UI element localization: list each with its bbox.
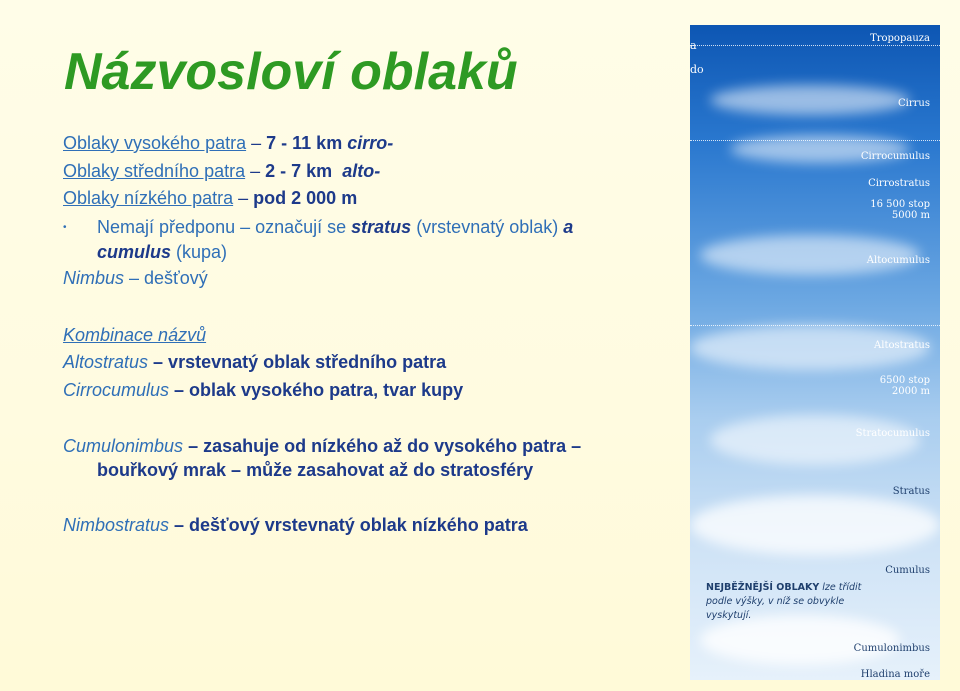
level-high-name: Oblaky vysokého patra xyxy=(63,133,247,153)
label-16500-stop: 16 500 stop xyxy=(870,199,930,210)
level-high: Oblaky vysokého patra – 7 - 11 km cirro- xyxy=(63,133,394,153)
combo-cirrocumulus: Cirrocumulus – oblak vysokého patra, tvar kupy xyxy=(63,380,464,400)
cumulonimbus-line-2: bouřkový mrak – může zasahovat až do stratosféry xyxy=(97,460,534,480)
label-cirrocumulus: Cirrocumulus xyxy=(860,151,930,162)
label-cirrostratus: Cirrostratus xyxy=(868,178,930,189)
term-stratus: stratus xyxy=(351,217,412,237)
label-cirrus: Cirrus xyxy=(898,98,930,109)
cloud-shape xyxy=(710,85,910,115)
level-mid: Oblaky středního patra – 2 - 7 km alto- xyxy=(63,161,381,181)
bullet-marker: • xyxy=(63,222,67,233)
cloud-chart-image xyxy=(690,25,940,680)
label-2000-m: 2000 m xyxy=(891,386,930,397)
cloud-shape xyxy=(690,495,940,555)
bullet-line-2: cumulus (kupa) xyxy=(97,242,228,262)
cloud-note: NEJBĚŽNĚJŠÍ OBLAKY lze třídit podle výšky, v níž se obvykle vyskytují. xyxy=(706,582,862,621)
level-high-range: 7 - 11 km xyxy=(266,133,343,153)
label-tropopauza: Tropopauza xyxy=(870,33,930,44)
combo-heading: Kombinace názvů xyxy=(63,325,207,345)
combo-altostratus: Altostratus – vrstevnatý oblak středního patra xyxy=(63,352,447,372)
label-altostratus: Altostratus xyxy=(874,340,930,351)
label-stratocumulus: Stratocumulus xyxy=(855,428,930,439)
level-tick xyxy=(690,140,940,141)
level-low-range: pod 2 000 m xyxy=(253,188,358,208)
label-cumulus: Cumulus xyxy=(885,565,930,576)
term-cumulus: cumulus xyxy=(97,242,172,262)
term-nimbus: Nimbus xyxy=(63,268,125,288)
nimbostratus-line: Nimbostratus – dešťový vrstevnatý oblak nízkého patra xyxy=(63,515,528,535)
level-mid-prefix: alto- xyxy=(342,161,381,181)
bullet-line-1: Nemají předponu – označují se stratus (vrstevnatý oblak) a xyxy=(97,217,574,237)
label-6500-stop: 6500 stop xyxy=(879,375,930,386)
level-low: Oblaky nízkého patra – pod 2 000 m xyxy=(63,188,358,208)
page-title: Názvosloví oblaků xyxy=(64,43,518,101)
nimbus-line: Nimbus – dešťový xyxy=(63,268,208,288)
text-fragment: a xyxy=(690,39,697,52)
label-cumulonimbus: Cumulonimbus xyxy=(853,643,930,654)
label-5000-m: 5000 m xyxy=(891,210,930,221)
label-stratus: Stratus xyxy=(892,486,930,497)
level-tick xyxy=(690,45,940,46)
cloud-shape xyxy=(710,415,920,465)
cumulonimbus-line-1: Cumulonimbus – zasahuje od nízkého až do vysokého patra – xyxy=(63,436,582,456)
level-low-name: Oblaky nízkého patra xyxy=(63,188,234,208)
level-mid-name: Oblaky středního patra xyxy=(63,161,246,181)
label-altocumulus: Altocumulus xyxy=(866,255,930,266)
label-hladina-more: Hladina moře xyxy=(860,669,930,680)
level-tick xyxy=(690,325,940,326)
level-mid-range: 2 - 7 km xyxy=(265,161,333,181)
level-high-prefix: cirro- xyxy=(347,133,394,153)
text-fragment: do xyxy=(690,63,704,76)
